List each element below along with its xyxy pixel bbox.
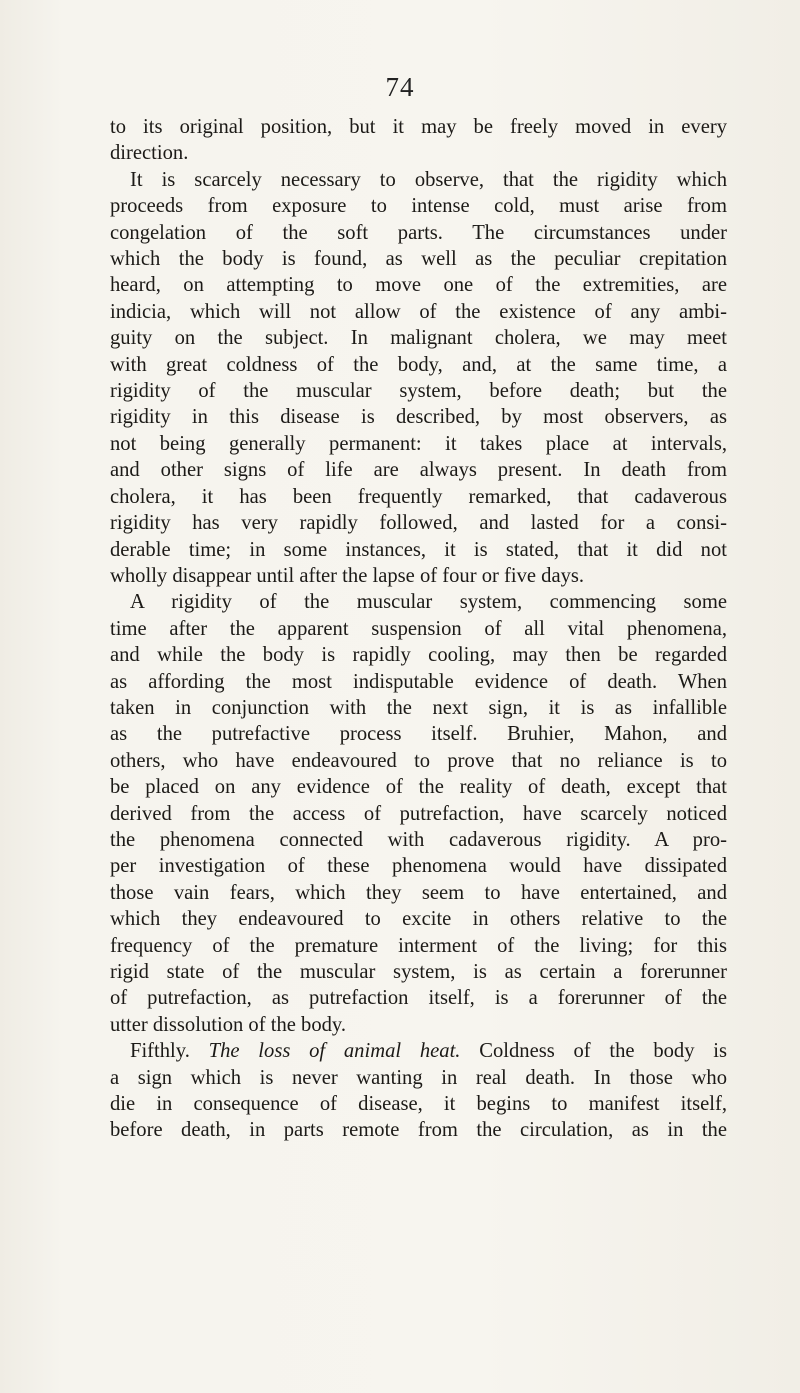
text-line: which they endeavoured to excite in others relative to the: [110, 908, 727, 931]
text-line: with great coldness of the body, and, at the same time, a: [110, 353, 727, 376]
text-line: congelation of the soft parts. The circumstances under: [110, 221, 727, 244]
text-line: A rigidity of the muscular system, commencing some: [130, 591, 727, 614]
text-line: frequency of the premature interment of the living; for this: [110, 934, 727, 957]
text-line: taken in conjunction with the next sign, it is as infallible: [110, 696, 727, 719]
text-line: utter dissolution of the body.: [110, 1013, 347, 1036]
section-heading: The loss of animal heat.: [208, 1040, 461, 1063]
text-line: those vain fears, which they seem to have entertained, and: [110, 881, 727, 904]
text-line: and other signs of life are always present. In death from: [110, 459, 727, 482]
text-line: indicia, which will not allow of the existence of any ambi-: [110, 300, 727, 323]
text-line: before death, in parts remote from the circulation, as in the: [110, 1119, 727, 1142]
text-line: proceeds from exposure to intense cold, must arise from: [110, 195, 727, 218]
text-line: rigidity of the muscular system, before death; but the: [110, 380, 727, 403]
paragraph-2: [110, 167, 727, 590]
text-line: a sign which is never wanting in real death. In those who: [110, 1066, 727, 1089]
body-text: [110, 114, 727, 1144]
text-line: others, who have endeavoured to prove that no reliance is to: [110, 749, 727, 772]
text-line: heard, on attempting to move one of the extremities, are: [110, 274, 727, 297]
text-line: direction.: [110, 142, 189, 165]
paragraph-1: [110, 114, 727, 167]
text-line: to its original position, but it may be freely moved in every: [110, 116, 727, 138]
paragraph-4: [110, 1038, 727, 1144]
text-line: and while the body is rapidly cooling, may then be regarded: [110, 644, 727, 667]
text-line: as the putrefactive process itself. Bruhier, Mahon, and: [110, 723, 727, 746]
page-number: 74: [385, 72, 415, 102]
text-line: per investigation of these phenomena would have dissipated: [110, 855, 727, 878]
section-lead: Fifthly.: [130, 1040, 190, 1063]
text-line: It is scarcely necessary to observe, that the rigidity which: [130, 168, 727, 191]
text-fragment: Coldness of the body is: [479, 1040, 727, 1063]
text-line: as affording the most indisputable evidence of death. When: [110, 670, 727, 693]
text-line: [110, 1038, 727, 1064]
text-line: cholera, it has been frequently remarked, that cadaverous: [110, 485, 727, 508]
text-line: be placed on any evidence of the reality of death, except that: [110, 776, 727, 799]
paragraph-3: [110, 589, 727, 1038]
text-line: guity on the subject. In malignant cholera, we may meet: [110, 327, 727, 350]
text-line: die in consequence of disease, it begins to manifest itself,: [110, 1093, 727, 1116]
text-line: wholly disappear until after the lapse of four or five days.: [110, 564, 585, 587]
text-line: rigidity in this disease is described, by most observers, as: [110, 406, 727, 429]
text-line: time after the apparent suspension of all vital phenomena,: [110, 617, 727, 640]
text-line: not being generally permanent: it takes place at intervals,: [110, 432, 727, 455]
text-line: derable time; in some instances, it is stated, that it did not: [110, 538, 727, 561]
text-line: of putrefaction, as putrefaction itself, is a forerunner of the: [110, 987, 727, 1010]
text-line: derived from the access of putrefaction, have scarcely noticed: [110, 802, 727, 825]
text-line: rigidity has very rapidly followed, and lasted for a consi-: [110, 512, 727, 535]
text-line: which the body is found, as well as the peculiar crepitation: [110, 248, 727, 271]
text-line: the phenomena connected with cadaverous rigidity. A pro-: [110, 828, 727, 851]
text-line: rigid state of the muscular system, is as certain a forerunner: [110, 961, 727, 983]
